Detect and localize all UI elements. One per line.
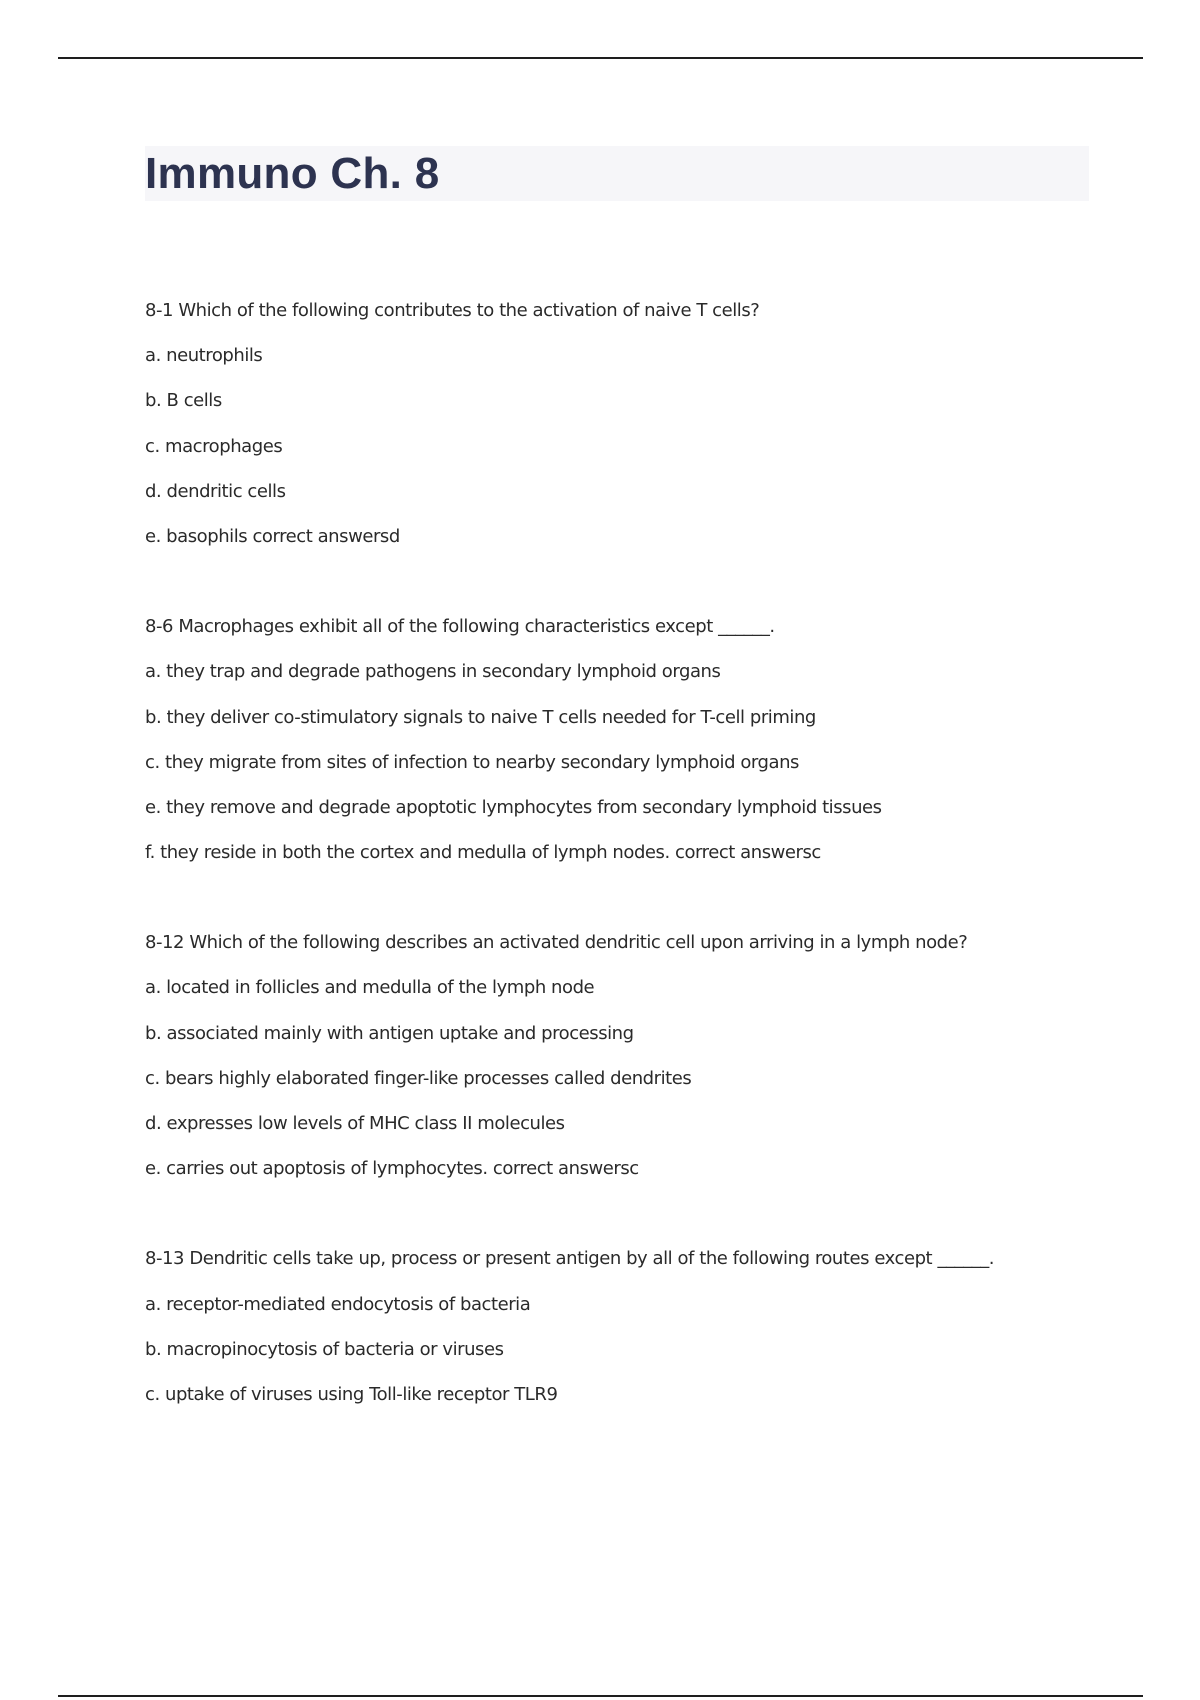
answer-option: c. they migrate from sites of infection to nearby secondary lymphoid organs xyxy=(145,751,799,773)
question-list xyxy=(145,288,1105,1462)
title-banner xyxy=(145,146,1089,201)
answer-option: f. they reside in both the cortex and medulla of lymph nodes. correct answersc xyxy=(145,842,821,864)
answer-option: b. they deliver co-stimulatory signals to naive T cells needed for T-cell priming xyxy=(145,706,816,728)
question-8-1 xyxy=(145,288,1105,559)
answer-option: e. they remove and degrade apoptotic lymphocytes from secondary lymphoid tissues xyxy=(145,796,882,818)
question-prompt: 8-13 Dendritic cells take up, process or present antigen by all of the following routes except ______. xyxy=(145,1248,995,1270)
answer-option: e. basophils correct answersd xyxy=(145,525,400,547)
document-title: Immuno Ch. 8 xyxy=(145,149,440,198)
answer-option: c. bears highly elaborated finger-like processes called dendrites xyxy=(145,1067,692,1089)
answer-option: d. dendritic cells xyxy=(145,480,286,502)
question-prompt: 8-1 Which of the following contributes to the activation of naive T cells? xyxy=(145,300,760,321)
question-8-13 xyxy=(145,1236,1105,1417)
top-rule xyxy=(58,57,1143,59)
answer-option: c. uptake of viruses using Toll-like receptor TLR9 xyxy=(145,1383,558,1405)
bottom-rule xyxy=(58,1695,1143,1697)
answer-option: a. neutrophils xyxy=(145,345,263,367)
question-8-6 xyxy=(145,604,1105,875)
answer-option: b. macropinocytosis of bacteria or viruses xyxy=(145,1338,504,1360)
answer-option: a. receptor-mediated endocytosis of bacteria xyxy=(145,1293,531,1315)
answer-option: d. expresses low levels of MHC class II molecules xyxy=(145,1113,565,1134)
question-prompt: 8-12 Which of the following describes an activated dendritic cell upon arriving in a lymph node? xyxy=(145,932,968,954)
answer-option: c. macrophages xyxy=(145,435,283,457)
answer-option: b. associated mainly with antigen uptake and processing xyxy=(145,1022,634,1044)
question-prompt: 8-6 Macrophages exhibit all of the following characteristics except ______. xyxy=(145,616,775,638)
answer-option: b. B cells xyxy=(145,390,222,412)
answer-option: a. they trap and degrade pathogens in secondary lymphoid organs xyxy=(145,661,721,683)
question-8-12 xyxy=(145,920,1105,1191)
answer-option: a. located in follicles and medulla of the lymph node xyxy=(145,977,595,999)
answer-option: e. carries out apoptosis of lymphocytes. correct answersc xyxy=(145,1158,639,1180)
